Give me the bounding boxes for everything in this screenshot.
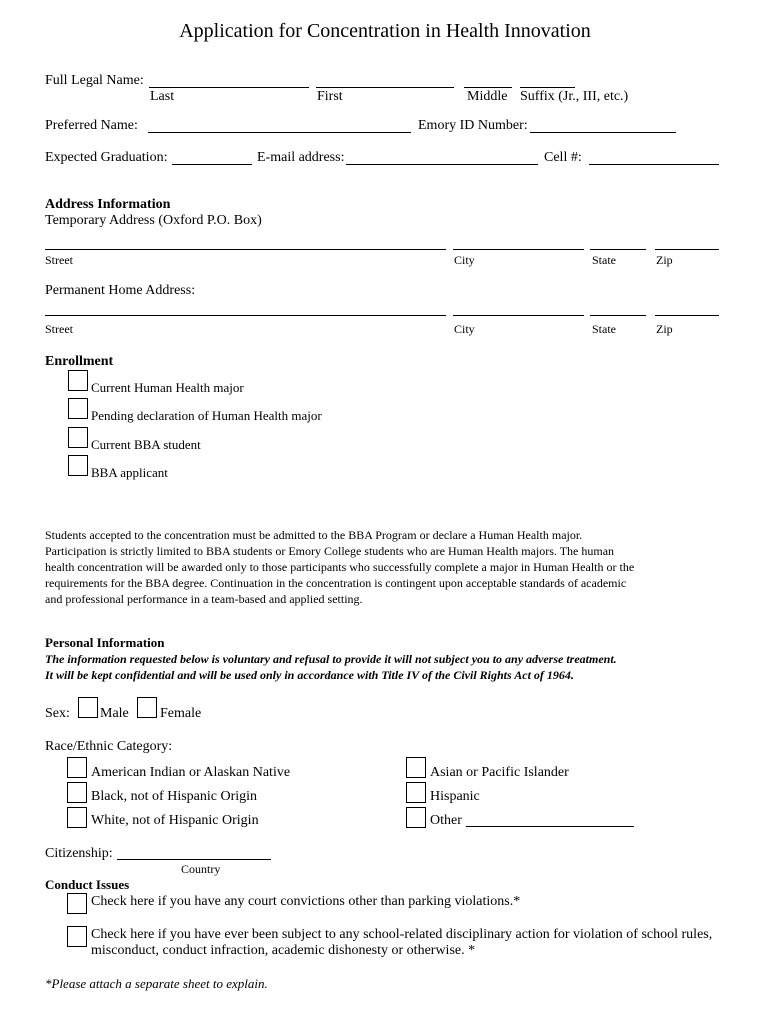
notice-line: health concentration will be awarded only to those participants who successfully complete a major in Human Health or the bbox=[45, 560, 635, 574]
race-checkbox-white[interactable] bbox=[67, 807, 87, 828]
enrollment-option-label: BBA applicant bbox=[91, 465, 168, 480]
perm-zip-caption: Zip bbox=[656, 322, 673, 336]
full-legal-name-label: Full Legal Name: bbox=[45, 73, 144, 88]
citizenship-field[interactable] bbox=[117, 859, 271, 860]
temp-state-field[interactable] bbox=[590, 249, 646, 250]
enrollment-checkbox-pending[interactable] bbox=[68, 398, 88, 419]
temp-state-caption: State bbox=[592, 253, 616, 267]
enrollment-checkbox-bba-student[interactable] bbox=[68, 427, 88, 448]
conduct-checkbox-disciplinary[interactable] bbox=[67, 926, 87, 947]
notice-line: and professional performance in a team-based and applied setting. bbox=[45, 592, 363, 606]
enrollment-option-label: Current BBA student bbox=[91, 437, 201, 452]
perm-street-field[interactable] bbox=[45, 315, 446, 316]
perm-state-field[interactable] bbox=[590, 315, 646, 316]
perm-state-caption: State bbox=[592, 322, 616, 336]
race-other-field[interactable] bbox=[466, 826, 634, 827]
temp-street-field[interactable] bbox=[45, 249, 446, 250]
temp-zip-caption: Zip bbox=[656, 253, 673, 267]
perm-zip-field[interactable] bbox=[655, 315, 719, 316]
conduct-item-1: Check here if you have any court convictions other than parking violations.* bbox=[91, 894, 521, 909]
first-caption: First bbox=[317, 89, 343, 104]
sex-female-checkbox[interactable] bbox=[137, 697, 157, 718]
permanent-address-label: Permanent Home Address: bbox=[45, 283, 196, 298]
last-caption: Last bbox=[150, 89, 175, 104]
personal-disclaimer-2: It will be kept confidential and will be used only in accordance with Title IV of the Civil Rights Act of 1964. bbox=[45, 668, 574, 682]
preferred-name-field[interactable] bbox=[148, 132, 411, 133]
emory-id-label: Emory ID Number: bbox=[418, 118, 528, 133]
race-checkbox-other[interactable] bbox=[406, 807, 426, 828]
personal-heading: Personal Information bbox=[45, 635, 165, 650]
middle-caption: Middle bbox=[467, 89, 508, 104]
suffix-caption: Suffix (Jr., III, etc.) bbox=[520, 89, 629, 104]
temp-city-caption: City bbox=[454, 253, 475, 267]
email-label: E-mail address: bbox=[257, 150, 345, 165]
address-heading: Address Information bbox=[45, 197, 171, 212]
enrollment-option-label: Pending declaration of Human Health major bbox=[91, 408, 322, 423]
race-checkbox-american-indian[interactable] bbox=[67, 757, 87, 778]
last-name-field[interactable] bbox=[149, 87, 309, 88]
emory-id-field[interactable] bbox=[530, 132, 676, 133]
race-option-label: Asian or Pacific Islander bbox=[430, 765, 569, 780]
race-option-label: Hispanic bbox=[430, 789, 480, 804]
sex-female-label: Female bbox=[160, 706, 202, 721]
race-checkbox-hispanic[interactable] bbox=[406, 782, 426, 803]
conduct-checkbox-convictions[interactable] bbox=[67, 893, 87, 914]
temp-street-caption: Street bbox=[45, 253, 73, 267]
conduct-item-2-line1: Check here if you have ever been subject to any school-related disciplinary action for violation of school rules, bbox=[91, 927, 713, 942]
expected-graduation-label: Expected Graduation: bbox=[45, 150, 168, 165]
race-checkbox-asian[interactable] bbox=[406, 757, 426, 778]
perm-city-field[interactable] bbox=[453, 315, 584, 316]
race-option-label: American Indian or Alaskan Native bbox=[91, 765, 291, 780]
perm-street-caption: Street bbox=[45, 322, 73, 336]
country-caption: Country bbox=[181, 862, 221, 876]
suffix-field[interactable] bbox=[520, 87, 575, 88]
citizenship-label: Citizenship: bbox=[45, 846, 113, 861]
enrollment-checkbox-human-health[interactable] bbox=[68, 370, 88, 391]
notice-line: requirements for the BBA degree. Continuation in the concentration is contingent upon acceptable standards of academic bbox=[45, 576, 627, 590]
footnote: *Please attach a separate sheet to explain. bbox=[45, 976, 268, 991]
notice-line: Participation is strictly limited to BBA students or Emory College students who are Human Health majors. The human bbox=[45, 544, 615, 558]
race-option-label: Other bbox=[430, 813, 462, 828]
race-label: Race/Ethnic Category: bbox=[45, 739, 173, 754]
email-field[interactable] bbox=[346, 164, 538, 165]
race-checkbox-black[interactable] bbox=[67, 782, 87, 803]
race-option-label: Black, not of Hispanic Origin bbox=[91, 789, 258, 804]
temp-city-field[interactable] bbox=[453, 249, 584, 250]
conduct-heading: Conduct Issues bbox=[45, 877, 130, 892]
sex-male-checkbox[interactable] bbox=[78, 697, 98, 718]
cell-field[interactable] bbox=[589, 164, 719, 165]
conduct-item-2-line2: misconduct, conduct infraction, academic dishonesty or otherwise. * bbox=[91, 943, 476, 958]
temporary-address-label: Temporary Address (Oxford P.O. Box) bbox=[45, 213, 262, 228]
enrollment-heading: Enrollment bbox=[45, 354, 114, 369]
cell-label: Cell #: bbox=[544, 150, 582, 165]
expected-graduation-field[interactable] bbox=[172, 164, 252, 165]
perm-city-caption: City bbox=[454, 322, 475, 336]
middle-name-field[interactable] bbox=[464, 87, 512, 88]
preferred-name-label: Preferred Name: bbox=[45, 118, 138, 133]
enrollment-checkbox-bba-applicant[interactable] bbox=[68, 455, 88, 476]
sex-male-label: Male bbox=[100, 706, 129, 721]
form-title: Application for Concentration in Health Innovation bbox=[179, 20, 591, 42]
notice-line: Students accepted to the concentration must be admitted to the BBA Program or declare a Human Health major. bbox=[45, 528, 583, 542]
race-option-label: White, not of Hispanic Origin bbox=[91, 813, 259, 828]
personal-disclaimer-1: The information requested below is voluntary and refusal to provide it will not subject you to any adverse treatment. bbox=[45, 652, 617, 666]
enrollment-option-label: Current Human Health major bbox=[91, 380, 244, 395]
sex-label: Sex: bbox=[45, 706, 70, 721]
temp-zip-field[interactable] bbox=[655, 249, 719, 250]
first-name-field[interactable] bbox=[316, 87, 454, 88]
